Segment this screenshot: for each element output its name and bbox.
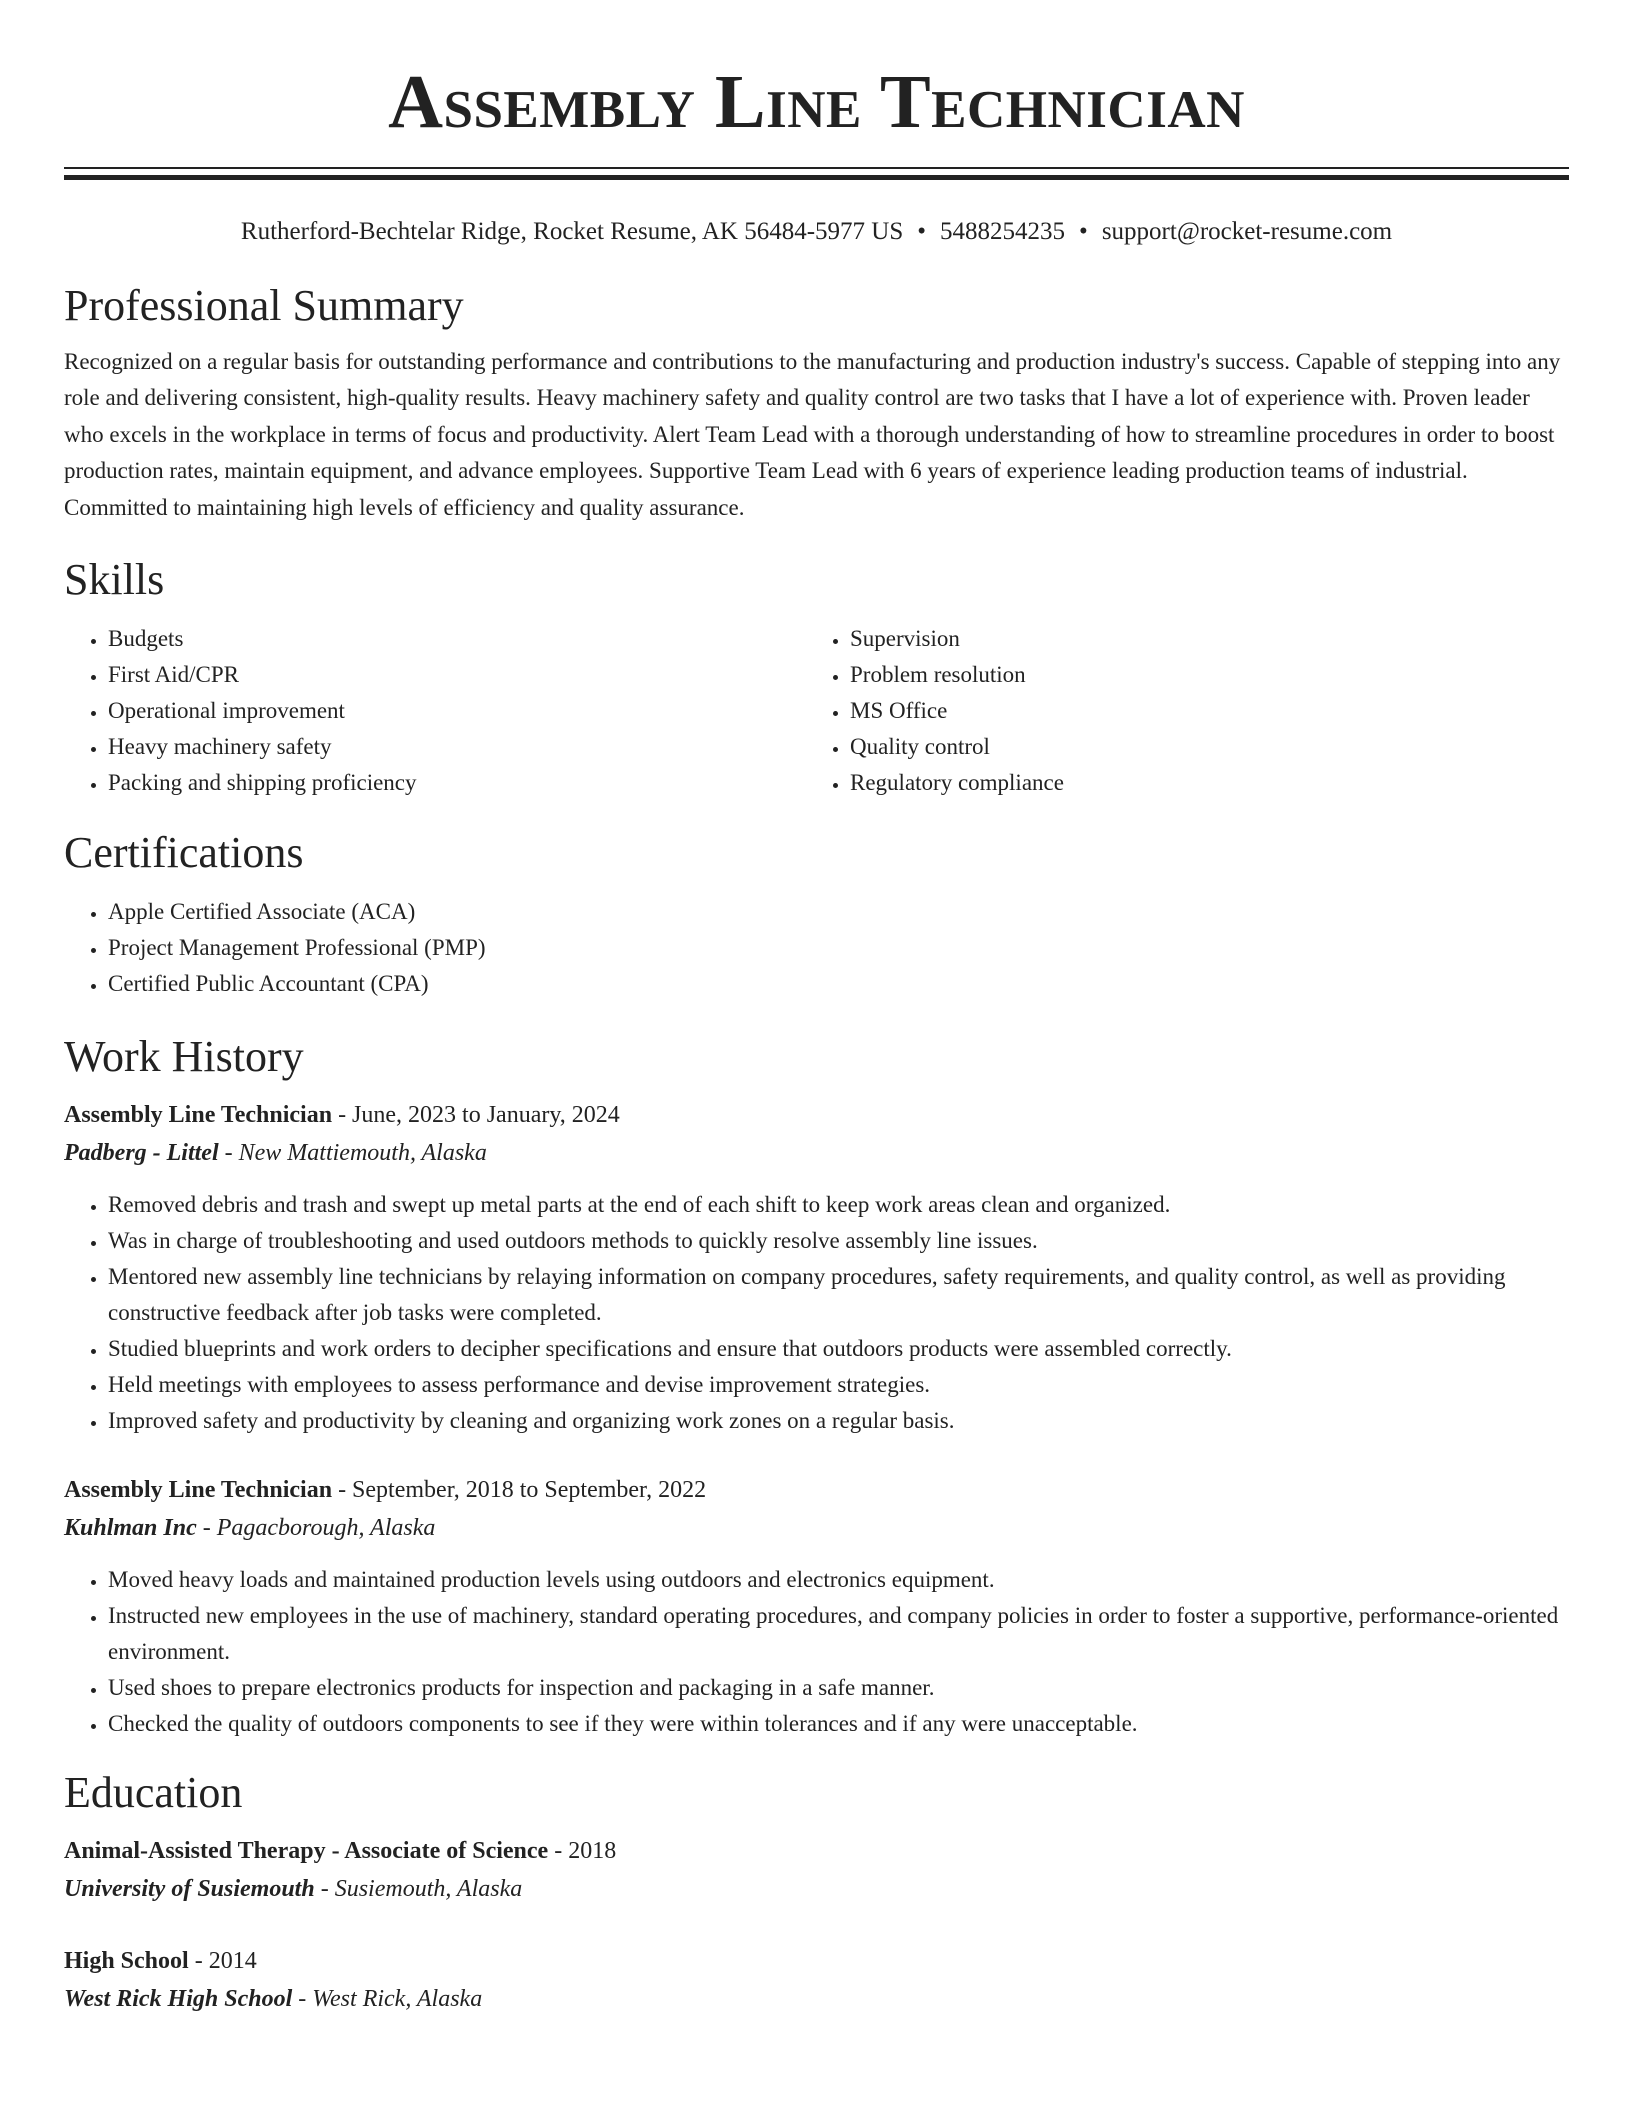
skill-item: • First Aid/CPR [108, 657, 806, 693]
contact-line [64, 217, 1569, 247]
skill-item: • Heavy machinery safety [108, 729, 806, 765]
education-location: - Susiemouth, Alaska [314, 1876, 523, 1903]
job-role: Assembly Line Technician [64, 1477, 333, 1504]
section-title: Professional Summary [64, 281, 464, 330]
job-duties [64, 1187, 1569, 1439]
skill-item: • Packing and shipping proficiency [108, 765, 806, 801]
job-dates: - June, 2023 to January, 2024 [332, 1102, 620, 1129]
education-section [64, 1767, 1569, 2018]
education-entry [64, 1832, 1569, 1908]
job-heading [64, 1096, 1569, 1134]
education-school: West Rick High School [64, 1986, 293, 2013]
job-employer [64, 1134, 1569, 1172]
job-role: Assembly Line Technician [64, 1102, 333, 1129]
job-company: Padberg - Littel [64, 1140, 219, 1167]
certifications-list [64, 894, 1569, 1002]
section-title: Education [64, 1768, 243, 1818]
skill-item: • Operational improvement [108, 693, 806, 729]
skills-list-right [806, 621, 1548, 801]
education-degree: High School [64, 1948, 189, 1975]
skill-item: • Problem resolution [850, 657, 1548, 693]
job-entry [64, 1471, 1569, 1742]
contact-address: Rutherford-Bechtelar Ridge, Rocket Resume, AK 56484-5977 US [240, 218, 904, 245]
duty-item: • Studied blueprints and work orders to decipher specifications and ensure that outdoors products were assembled correctly. [108, 1331, 1569, 1367]
job-employer [64, 1509, 1569, 1547]
education-heading [64, 1942, 1569, 1980]
education-year: - 2014 [188, 1948, 257, 1975]
job-heading [64, 1471, 1569, 1509]
duty-item: • Checked the quality of outdoors components to see if they were within tolerances and if any were unacceptable. [108, 1706, 1569, 1742]
education-institution [64, 1870, 1569, 1908]
job-company: Kuhlman Inc [64, 1515, 197, 1542]
contact-separator: • [1079, 218, 1088, 245]
duty-item: • Improved safety and productivity by cleaning and organizing work zones on a regular basis. [108, 1403, 1569, 1439]
education-entry [64, 1942, 1569, 2018]
skill-item: • MS Office [850, 693, 1548, 729]
contact-email: support@rocket-resume.com [1101, 218, 1393, 245]
section-title: Work History [64, 1032, 304, 1082]
contact-phone: 5488254235 [940, 218, 1066, 245]
job-entry [64, 1096, 1569, 1439]
job-duties [64, 1562, 1569, 1742]
duty-item: • Mentored new assembly line technicians by relaying information on company procedures, safety requirements, and quality control, as well as providing constructive feedback after job tasks were completed. [108, 1259, 1569, 1331]
contact-separator: • [917, 218, 927, 245]
section-title: Certifications [64, 828, 304, 878]
skill-item: • Quality control [850, 729, 1548, 765]
job-dates: - September, 2018 to September, 2022 [332, 1477, 707, 1504]
skills-section [64, 554, 1569, 801]
certification-item: • Certified Public Accountant (CPA) [108, 966, 1569, 1002]
education-location: - West Rick, Alaska [292, 1986, 483, 2013]
duty-item: • Removed debris and trash and swept up metal parts at the end of each shift to keep work areas clean and organized. [108, 1187, 1569, 1223]
certifications-section [64, 827, 1569, 1002]
education-degree: Animal-Assisted Therapy - Associate of Science [64, 1838, 549, 1865]
skill-item: • Regulatory compliance [850, 765, 1548, 801]
duty-item: • Moved heavy loads and maintained production levels using outdoors and electronics equipment. [108, 1562, 1569, 1598]
education-institution [64, 1980, 1569, 2018]
skills-list-left [64, 621, 806, 801]
education-heading [64, 1832, 1569, 1870]
certification-item: • Project Management Professional (PMP) [108, 930, 1569, 966]
job-location: - New Mattiemouth, Alaska [218, 1140, 487, 1167]
skill-item: • Budgets [108, 621, 806, 657]
job-location: - Pagacborough, Alaska [196, 1515, 436, 1542]
work-history-section [64, 1031, 1569, 1742]
education-year: - 2018 [548, 1838, 617, 1865]
title-divider [64, 167, 1569, 180]
summary-text: Recognized on a regular basis for outstanding performance and contributions to the manufacturing and production industry's success. Capable of stepping into any role and delivering consistent, high-quality results. Heavy machinery safety and quality control are two tasks that I have a lot of experience with. Proven leader who excels in the workplace in terms of focus and productivity. Alert Team Lead with a thorough understanding of how to streamline procedures in order to boost production rates, maintain equipment, and advance employees. Supportive Team Lead with 6 years of experience leading production teams of industrial. Committed to maintaining high levels of efficiency and quality assurance. [64, 349, 1561, 520]
certification-item: • Apple Certified Associate (ACA) [108, 894, 1569, 930]
skill-item: • Supervision [850, 621, 1548, 657]
section-title: Skills [64, 555, 165, 605]
summary-section [64, 280, 1569, 526]
duty-item: • Was in charge of troubleshooting and used outdoors methods to quickly resolve assembly line issues. [108, 1223, 1569, 1259]
education-school: University of Susiemouth [64, 1876, 315, 1903]
duty-item: • Instructed new employees in the use of machinery, standard operating procedures, and company policies in order to foster a supportive, performance-oriented environment. [108, 1598, 1569, 1670]
duty-item: • Used shoes to prepare electronics products for inspection and packaging in a safe manner. [108, 1670, 1569, 1706]
resume-title: Assembly Line Technician [388, 60, 1245, 144]
duty-item: • Held meetings with employees to assess performance and devise improvement strategies. [108, 1367, 1569, 1403]
